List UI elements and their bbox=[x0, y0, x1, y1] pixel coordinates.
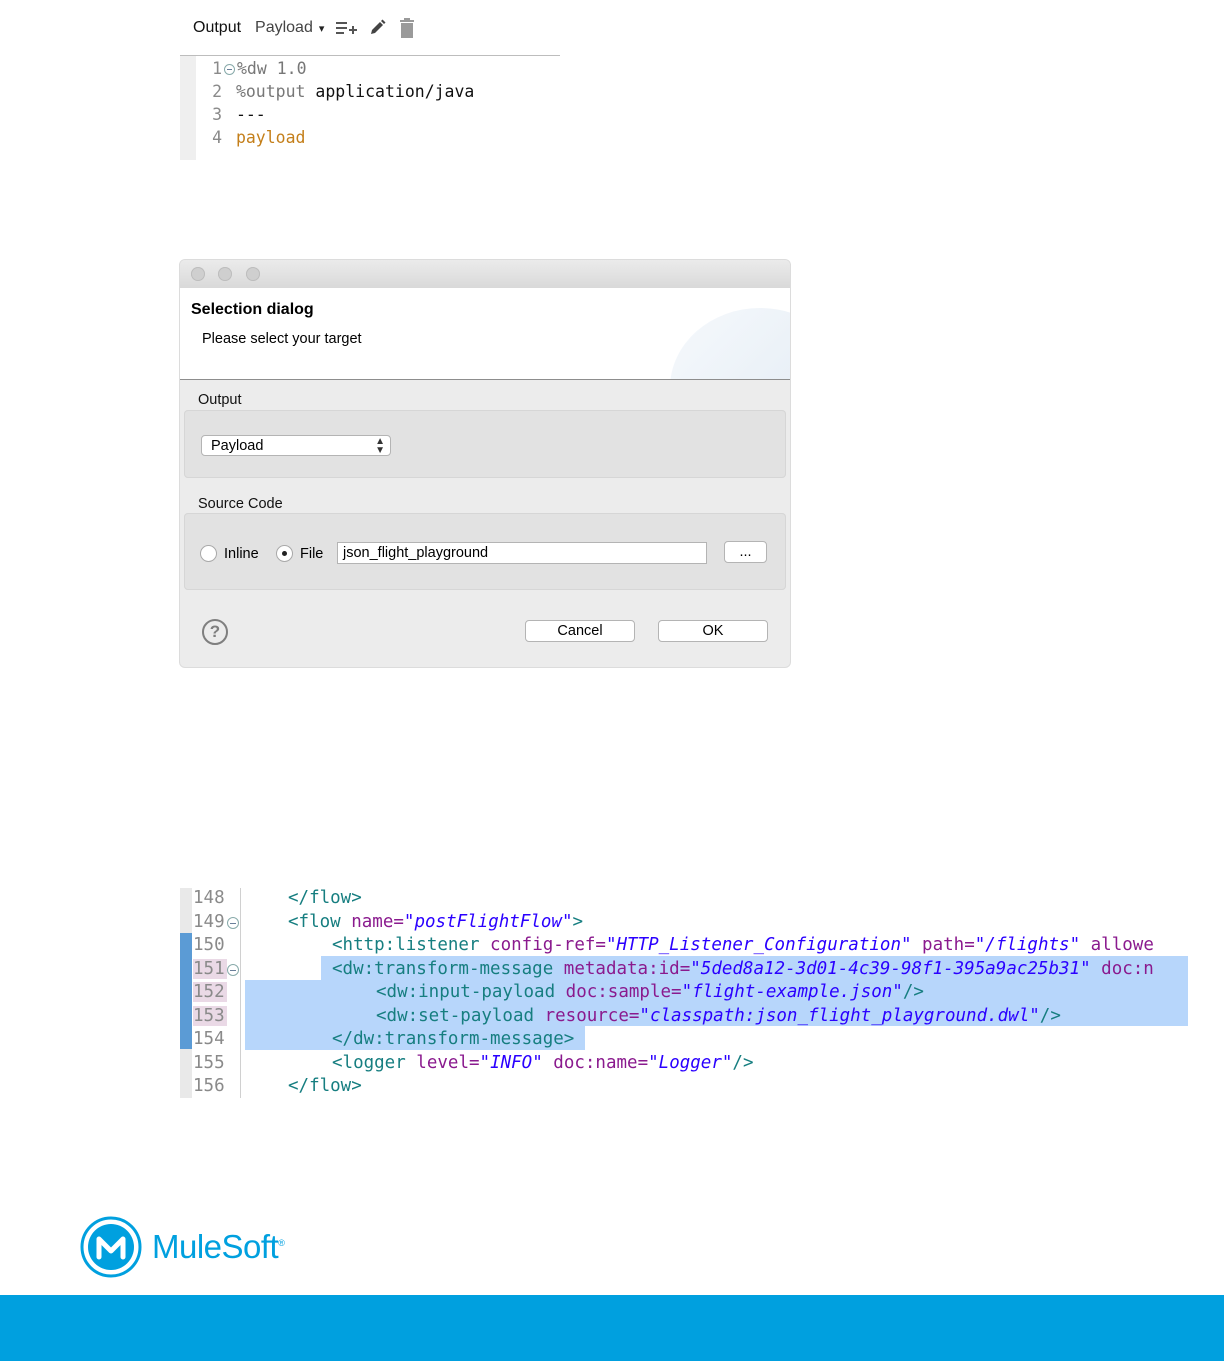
xml-token: doc:name bbox=[542, 1052, 638, 1073]
mulesoft-logo bbox=[80, 1216, 284, 1278]
xml-config-editor[interactable] bbox=[180, 888, 1188, 1098]
zoom-window-button[interactable] bbox=[246, 267, 260, 281]
code-text: payload bbox=[235, 128, 306, 147]
file-radio[interactable] bbox=[276, 545, 293, 562]
code-text: --- bbox=[235, 105, 266, 124]
xml-code bbox=[332, 1029, 574, 1049]
dw-toolbar bbox=[193, 14, 424, 42]
line-number: 151 bbox=[193, 959, 227, 979]
xml-line bbox=[180, 912, 1188, 936]
collapse-icon[interactable] bbox=[227, 917, 239, 929]
xml-token: /> bbox=[902, 982, 924, 1002]
xml-token: <dw:set-payload bbox=[376, 1005, 535, 1026]
file-name-input[interactable]: json_flight_playground bbox=[337, 542, 707, 564]
selection-dialog bbox=[180, 260, 790, 667]
xml-token: "flight-example.json" bbox=[681, 982, 903, 1002]
dialog-subtitle: Please select your target bbox=[202, 331, 362, 347]
xml-token: "postFlightFlow" bbox=[403, 911, 573, 932]
add-list-icon[interactable] bbox=[334, 16, 360, 40]
code-line bbox=[198, 126, 474, 149]
footer-bar bbox=[0, 1295, 1224, 1361]
code-text: %dw 1.0 bbox=[237, 59, 307, 78]
xml-token: /> bbox=[732, 1052, 754, 1073]
browse-button[interactable]: ... bbox=[724, 541, 767, 563]
minimize-window-button[interactable] bbox=[218, 267, 232, 281]
source-code-group-label: Source Code bbox=[198, 496, 283, 512]
line-number: 3 bbox=[212, 105, 222, 124]
code-line bbox=[198, 103, 474, 126]
xml-token: name bbox=[340, 911, 394, 932]
xml-token: <flow bbox=[288, 911, 341, 932]
xml-token: = bbox=[964, 935, 975, 955]
xml-token: config-ref bbox=[479, 935, 596, 955]
xml-code bbox=[376, 1006, 1061, 1026]
output-label: Output bbox=[193, 19, 242, 36]
xml-token: = bbox=[595, 935, 606, 955]
inline-radio[interactable] bbox=[200, 545, 217, 562]
question-circle-icon[interactable]: ? bbox=[202, 619, 228, 645]
line-number: 152 bbox=[193, 982, 227, 1002]
xml-token: <dw:transform-message bbox=[332, 958, 554, 979]
line-number: 153 bbox=[193, 1006, 227, 1026]
xml-code bbox=[332, 935, 1154, 955]
header-decoration bbox=[670, 308, 790, 380]
xml-token: = bbox=[468, 1052, 480, 1073]
file-radio-label[interactable]: File bbox=[300, 546, 324, 562]
pencil-icon[interactable] bbox=[364, 16, 390, 40]
line-number: 1 bbox=[212, 59, 222, 78]
close-window-button[interactable] bbox=[191, 267, 205, 281]
code-text: %output bbox=[235, 82, 306, 101]
xml-token: = bbox=[628, 1005, 640, 1026]
toolbar-divider bbox=[180, 55, 560, 56]
xml-token: "Logger" bbox=[648, 1052, 733, 1073]
code-text: application/java bbox=[305, 82, 475, 101]
line-number: 4 bbox=[212, 128, 222, 147]
xml-token: <logger bbox=[332, 1052, 406, 1073]
window-titlebar bbox=[180, 260, 790, 288]
line-number: 149 bbox=[193, 911, 225, 932]
payload-dropdown-label: Payload bbox=[255, 19, 313, 36]
line-number: 156 bbox=[193, 1076, 225, 1096]
updown-arrows-icon: ▲ ▼ bbox=[375, 436, 385, 456]
line-number: 2 bbox=[212, 82, 222, 101]
xml-token: = bbox=[671, 982, 682, 1002]
xml-token: resource bbox=[534, 1005, 629, 1026]
dialog-header bbox=[180, 288, 790, 380]
xml-token: </dw:transform-message> bbox=[332, 1029, 575, 1049]
dataweave-code-editor[interactable] bbox=[198, 57, 474, 149]
xml-code bbox=[288, 912, 583, 932]
inline-radio-label[interactable]: Inline bbox=[224, 546, 259, 562]
xml-line bbox=[180, 959, 1188, 983]
xml-token: allowe bbox=[1080, 935, 1154, 955]
xml-token: = bbox=[679, 958, 691, 979]
xml-token: <http:listener bbox=[332, 935, 480, 955]
output-group-label: Output bbox=[198, 392, 242, 408]
xml-token: </flow> bbox=[288, 1076, 362, 1096]
caret-down-icon: ▾ bbox=[318, 22, 325, 35]
xml-token: </flow> bbox=[288, 888, 362, 908]
xml-line bbox=[180, 982, 1188, 1006]
cancel-button[interactable]: Cancel bbox=[525, 620, 635, 642]
payload-dropdown[interactable] bbox=[255, 19, 324, 37]
xml-line bbox=[180, 1006, 1188, 1030]
xml-token: metadata:id bbox=[553, 958, 680, 979]
xml-line bbox=[180, 888, 1188, 912]
collapse-icon[interactable] bbox=[227, 964, 239, 976]
line-number: 154 bbox=[193, 1029, 225, 1049]
xml-token: = bbox=[393, 911, 404, 932]
collapse-icon[interactable] bbox=[224, 64, 235, 75]
trash-icon[interactable] bbox=[394, 16, 420, 40]
line-number: 150 bbox=[193, 935, 225, 955]
line-number: 148 bbox=[193, 888, 225, 908]
code-line bbox=[198, 57, 474, 80]
code-line bbox=[198, 80, 474, 103]
xml-token: = bbox=[637, 1052, 649, 1073]
xml-code bbox=[288, 1076, 362, 1096]
xml-code bbox=[332, 959, 1154, 979]
editor-gutter bbox=[180, 56, 196, 160]
xml-token: "5ded8a12-3d01-4c39-98f1-395a9ac25b31" bbox=[690, 958, 1091, 979]
xml-line bbox=[180, 935, 1188, 959]
xml-line bbox=[180, 1053, 1188, 1077]
xml-token: "/flights" bbox=[974, 935, 1081, 955]
xml-line bbox=[180, 1076, 1188, 1098]
dialog-title: Selection dialog bbox=[191, 301, 314, 318]
xml-code bbox=[288, 888, 362, 908]
output-select-value: Payload bbox=[211, 438, 264, 454]
mulesoft-wordmark bbox=[152, 1228, 284, 1266]
output-select[interactable] bbox=[201, 435, 391, 456]
xml-line bbox=[180, 1029, 1188, 1053]
line-number: 155 bbox=[193, 1052, 225, 1073]
xml-token: path bbox=[911, 935, 965, 955]
xml-token: doc:n bbox=[1090, 958, 1154, 979]
xml-token: > bbox=[572, 911, 584, 932]
xml-token: level bbox=[405, 1052, 469, 1073]
xml-code bbox=[376, 982, 924, 1002]
xml-token: <dw:input-payload bbox=[376, 982, 556, 1002]
brand-name: MuleSoft bbox=[152, 1228, 279, 1265]
xml-token: "INFO" bbox=[479, 1052, 543, 1073]
xml-token: doc:sample bbox=[555, 982, 672, 1002]
ok-button[interactable]: OK bbox=[658, 620, 768, 642]
xml-token: /> bbox=[1039, 1005, 1061, 1026]
mulesoft-m-icon bbox=[80, 1216, 142, 1278]
xml-token: "HTTP_Listener_Configuration" bbox=[605, 935, 912, 955]
trademark: ® bbox=[278, 1238, 285, 1248]
xml-code bbox=[332, 1053, 754, 1073]
xml-token: "classpath:json_flight_playground.dwl" bbox=[639, 1005, 1040, 1026]
